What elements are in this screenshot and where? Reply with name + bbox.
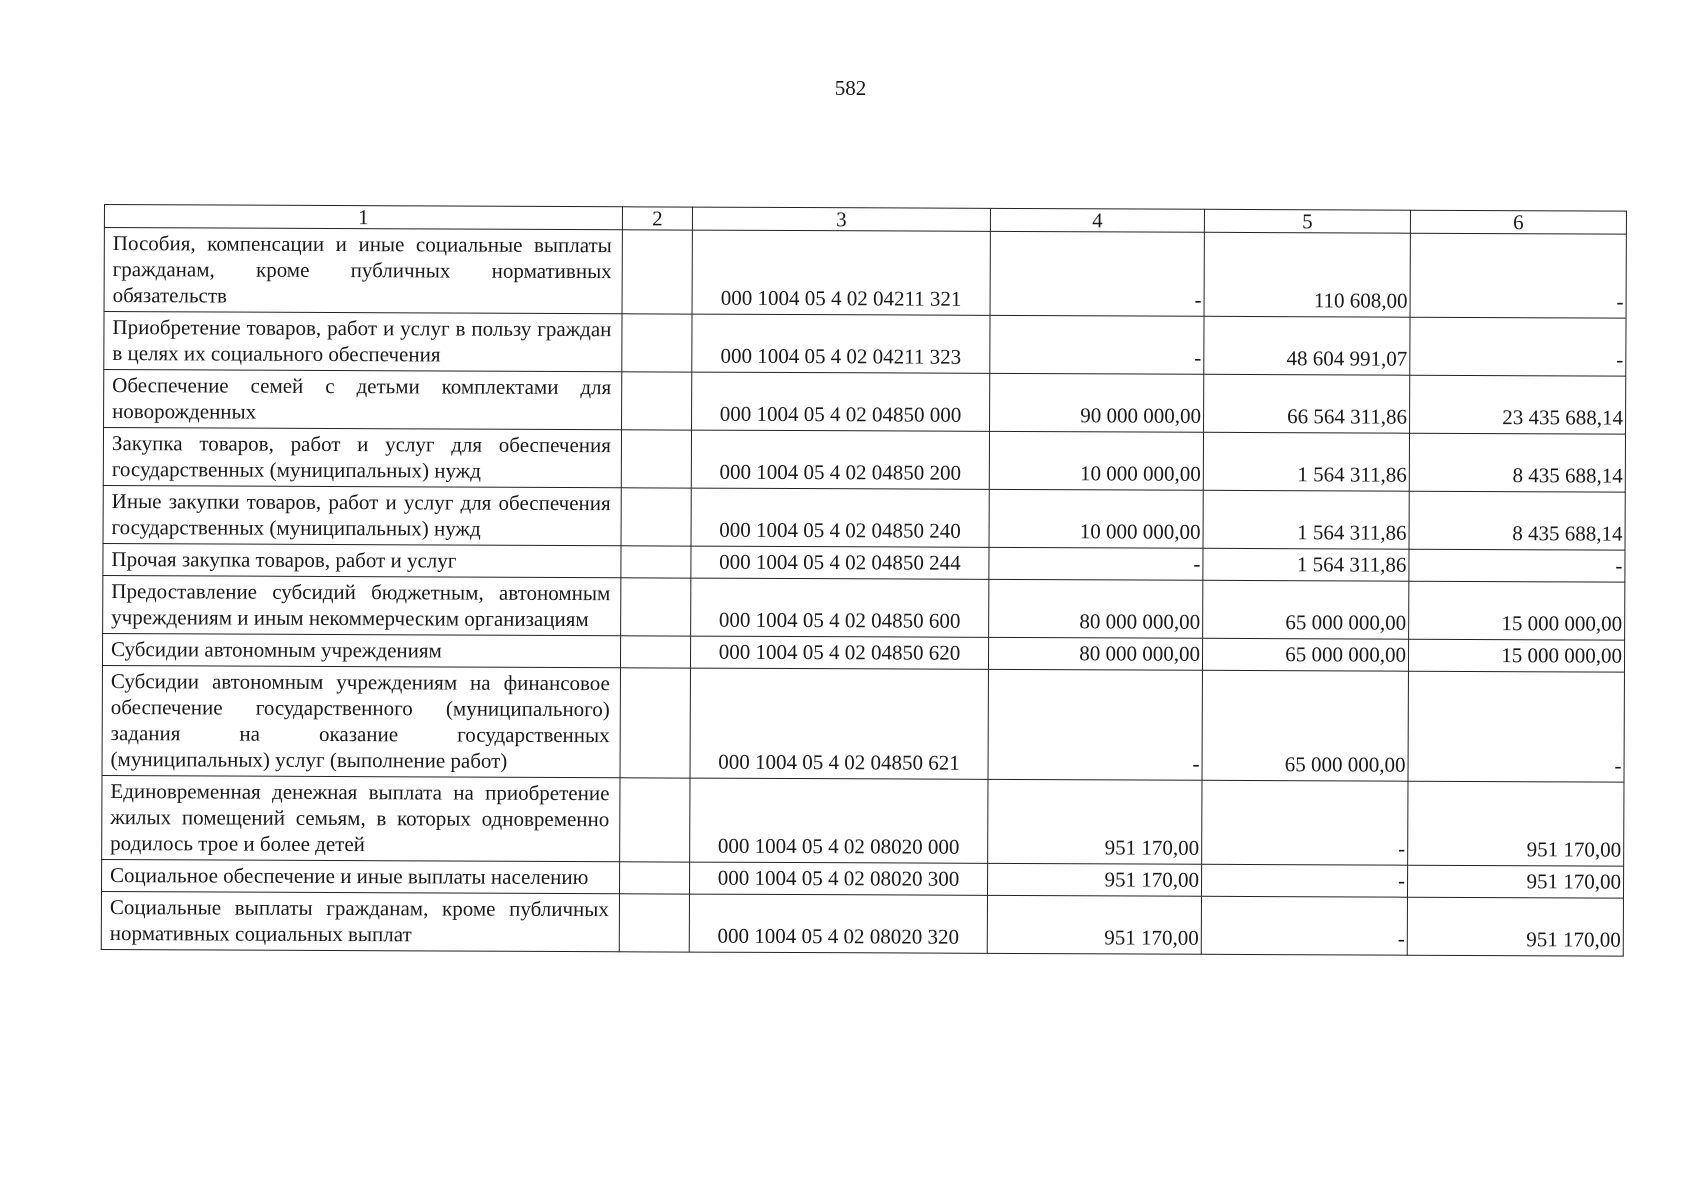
row-value-6: -: [1410, 233, 1626, 318]
row-value-4: -: [988, 669, 1202, 780]
row-name: Единовременная денежная выплата на приобретение жилых помещений семьям, в которых одновременно родилось трое и более детей: [102, 775, 620, 861]
row-name: Субсидии автономным учреждениям на финансовое обеспечение государственного (муниципального) задания на оказание государственных (муниципальных) услуг (выполнение работ): [102, 665, 620, 777]
row-code: 000 1004 05 4 02 04850 620: [690, 636, 988, 669]
row-col2: [620, 636, 690, 668]
row-col2: [620, 668, 690, 778]
row-col2: [621, 578, 691, 636]
row-value-5: 65 000 000,00: [1202, 670, 1408, 781]
row-name: Иные закупки товаров, работ и услуг для обеспечения государственных (муниципальных) нужд: [103, 485, 621, 545]
row-value-4: -: [990, 315, 1204, 374]
row-value-5: -: [1201, 864, 1407, 897]
row-value-6: 15 000 000,00: [1408, 639, 1624, 672]
row-code: 000 1004 05 4 02 04211 321: [692, 230, 990, 315]
row-code: 000 1004 05 4 02 08020 300: [689, 862, 987, 895]
row-col2: [619, 894, 689, 952]
row-value-5: 1 564 311,86: [1203, 548, 1409, 581]
row-value-6: -: [1409, 549, 1625, 582]
row-code: 000 1004 05 4 02 04850 200: [691, 430, 989, 489]
row-value-6: 951 170,00: [1407, 865, 1623, 898]
row-value-4: 951 170,00: [988, 779, 1202, 864]
row-value-6: -: [1410, 317, 1626, 376]
table-row: [101, 891, 1623, 956]
row-value-4: 90 000 000,00: [990, 373, 1204, 432]
row-code: 000 1004 05 4 02 04850 240: [691, 488, 989, 547]
row-code: 000 1004 05 4 02 04850 621: [690, 668, 988, 779]
row-value-4: 10 000 000,00: [989, 489, 1203, 548]
row-col2: [619, 862, 689, 894]
row-name: Социальное обеспечение и иные выплаты населению: [102, 859, 620, 893]
column-header-4: 4: [990, 208, 1204, 232]
column-header-3: 3: [692, 207, 990, 231]
row-value-6: 8 435 688,14: [1409, 491, 1625, 550]
row-value-4: 10 000 000,00: [989, 431, 1203, 490]
row-value-6: 951 170,00: [1407, 897, 1623, 956]
row-col2: [621, 546, 691, 578]
page-number: 582: [834, 76, 867, 100]
row-value-5: -: [1202, 780, 1408, 865]
row-name: Пособия, компенсации и иные социальные выплаты гражданам, кроме публичных нормативных обязательств: [104, 228, 622, 314]
column-header-2: 2: [622, 207, 692, 230]
row-col2: [622, 230, 692, 314]
row-name: Обеспечение семей с детьми комплектами для новорожденных: [104, 370, 622, 430]
row-value-4: -: [989, 547, 1203, 580]
row-value-6: 951 170,00: [1408, 781, 1624, 866]
row-name: Закупка товаров, работ и услуг для обеспечения государственных (муниципальных) нужд: [103, 428, 621, 488]
budget-table: [101, 204, 1627, 957]
table-row: [104, 370, 1626, 435]
row-col2: [620, 778, 690, 862]
row-name: Субсидии автономным учреждениям: [102, 633, 620, 667]
table-row: [104, 312, 1626, 377]
table-row: [103, 485, 1625, 550]
row-value-5: 110 608,00: [1204, 232, 1410, 317]
row-value-4: 951 170,00: [987, 863, 1201, 896]
row-value-6: -: [1408, 671, 1624, 782]
row-value-6: 23 435 688,14: [1410, 375, 1626, 434]
row-value-6: 15 000 000,00: [1409, 581, 1625, 640]
row-code: 000 1004 05 4 02 04211 323: [692, 314, 990, 373]
table-row: [102, 665, 1624, 782]
row-code: 000 1004 05 4 02 04850 600: [691, 578, 989, 637]
table-row: [102, 775, 1624, 866]
column-header-5: 5: [1204, 209, 1410, 233]
row-value-5: 1 564 311,86: [1203, 432, 1409, 491]
row-name: Прочая закупка товаров, работ и услуг: [103, 543, 621, 577]
row-name: Предоставление субсидий бюджетным, автономным учреждениям и иным некоммерческим организациям: [103, 575, 621, 635]
row-value-5: -: [1201, 896, 1407, 955]
table-row: [104, 228, 1626, 319]
row-col2: [622, 314, 692, 372]
row-value-5: 66 564 311,86: [1204, 374, 1410, 433]
row-col2: [621, 488, 691, 546]
row-value-5: 1 564 311,86: [1203, 490, 1409, 549]
row-code: 000 1004 05 4 02 04850 244: [691, 546, 989, 579]
row-value-4: 951 170,00: [987, 895, 1201, 954]
row-value-5: 65 000 000,00: [1203, 580, 1409, 639]
row-value-4: 80 000 000,00: [989, 579, 1203, 638]
row-name: Приобретение товаров, работ и услуг в пользу граждан в целях их социального обеспечения: [104, 312, 622, 372]
row-value-4: -: [990, 231, 1204, 316]
column-header-6: 6: [1410, 210, 1626, 234]
table-row: [103, 575, 1625, 640]
row-col2: [621, 430, 691, 488]
table-row: [103, 428, 1625, 493]
row-code: 000 1004 05 4 02 08020 000: [690, 778, 988, 863]
row-name: Социальные выплаты гражданам, кроме публичных нормативных социальных выплат: [101, 891, 619, 951]
row-code: 000 1004 05 4 02 08020 320: [689, 894, 987, 953]
row-value-5: 48 604 991,07: [1204, 316, 1410, 375]
row-value-5: 65 000 000,00: [1202, 638, 1408, 671]
row-value-4: 80 000 000,00: [988, 637, 1202, 670]
row-code: 000 1004 05 4 02 04850 000: [692, 372, 990, 431]
column-header-1: 1: [104, 205, 622, 230]
row-value-6: 8 435 688,14: [1409, 433, 1625, 492]
row-col2: [622, 372, 692, 430]
